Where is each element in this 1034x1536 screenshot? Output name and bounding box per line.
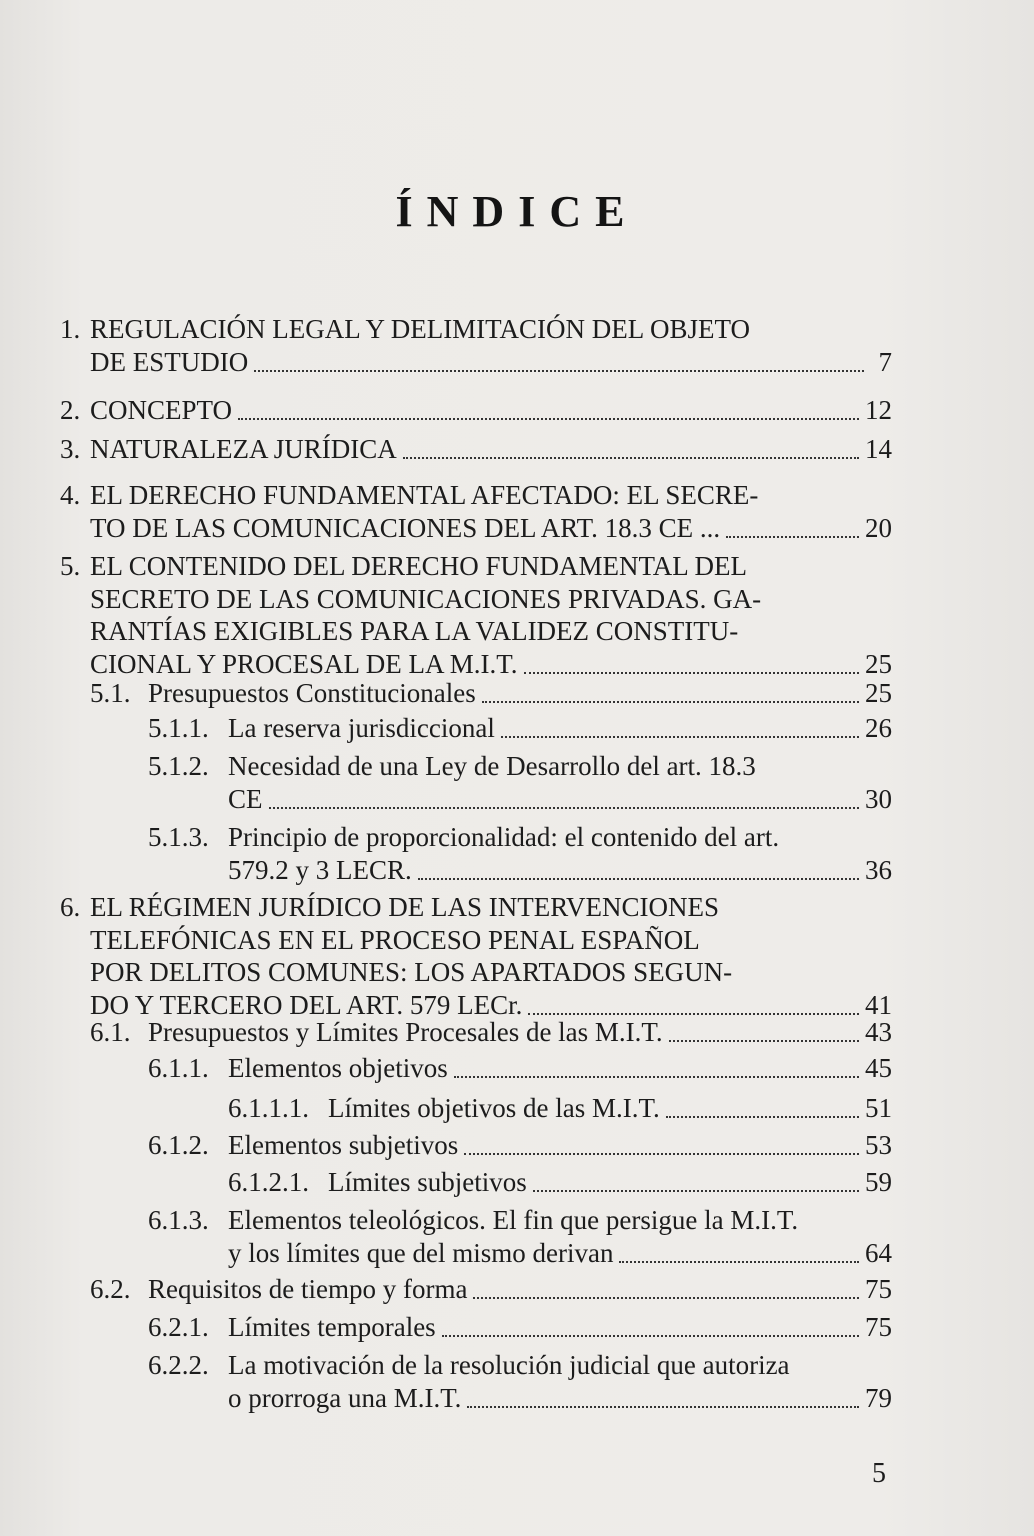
toc-entry-continuation [148, 1349, 790, 1381]
toc-entry [60, 394, 892, 426]
toc-entry-number: 6.2.2. [148, 1350, 209, 1380]
toc-entry-title: Necesidad de una Ley de Desarrollo del art. 18.3 [228, 751, 756, 781]
toc-entry-continuation [90, 583, 761, 615]
toc-entry-continuation [90, 924, 700, 956]
toc-leader-dots [442, 1335, 859, 1337]
toc-entry-number: 6.1.1. [148, 1053, 209, 1083]
toc-page-number: 7 [878, 346, 892, 377]
toc-entry-number: 6.1.2. [148, 1130, 209, 1160]
toc-entry-number: 5. [60, 551, 81, 581]
toc-leader-dots [501, 736, 859, 738]
toc-entry-title: Límites subjetivos [328, 1167, 527, 1197]
toc-page-number: 75 [865, 1274, 892, 1304]
toc-entry-title: La reserva jurisdiccional [228, 713, 495, 743]
toc-page-number: 25 [865, 648, 892, 679]
toc-entry [228, 1092, 892, 1124]
toc-page-number: 59 [865, 1167, 892, 1197]
toc-leader-dots [666, 1116, 859, 1118]
toc-entry-title: Presupuestos Constitucionales [148, 678, 476, 708]
toc-page-number: 26 [865, 713, 892, 743]
toc-page-number: 51 [865, 1093, 892, 1123]
index-title: ÍNDICE [395, 187, 639, 236]
toc-entry [228, 854, 892, 886]
toc-entry-continuation [148, 750, 756, 782]
toc-entry-continuation [60, 313, 750, 345]
toc-entry [90, 1273, 892, 1305]
toc-entry [228, 1382, 892, 1414]
toc-page-number: 45 [865, 1053, 892, 1083]
toc-entry-title: Presupuestos y Límites Procesales de las M.I.T. [148, 1017, 663, 1047]
page-number: 5 [872, 1458, 886, 1489]
toc-entry-number: 6.1.3. [148, 1205, 209, 1235]
toc-entry-number: 5.1.3. [148, 822, 209, 852]
toc-entry-number: 2. [60, 395, 81, 425]
toc-entry [90, 648, 892, 680]
toc-entry-title: POR DELITOS COMUNES: LOS APARTADOS SEGUN- [90, 957, 733, 987]
toc-entry [90, 1016, 892, 1048]
toc-entry-number: 4. [60, 480, 81, 510]
toc-entry-continuation [60, 479, 759, 511]
toc-entry-number: 5.1.2. [148, 751, 209, 781]
toc-entry-number: 5.1.1. [148, 713, 209, 743]
toc-entry-continuation [148, 821, 780, 853]
toc-entry-continuation [148, 1204, 799, 1236]
toc-page-number: 12 [865, 395, 892, 425]
toc-entry [148, 1129, 892, 1161]
toc-entry [90, 677, 892, 709]
toc-page-number: 64 [865, 1237, 892, 1268]
toc-leader-dots [418, 878, 859, 880]
toc-leader-dots [403, 457, 859, 459]
toc-leader-dots [528, 1013, 859, 1015]
toc-entry-title: Elementos subjetivos [228, 1130, 459, 1160]
toc-page-number: 20 [865, 512, 892, 543]
toc-entry-title: CE [228, 783, 263, 814]
toc-entry-continuation [60, 550, 748, 582]
toc-entry-continuation [90, 615, 738, 647]
toc-entry [60, 433, 892, 465]
toc-entry-number: 6.1. [90, 1017, 131, 1047]
toc-entry-title: Requisitos de tiempo y forma [148, 1274, 468, 1304]
toc-entry [148, 1052, 892, 1084]
toc-page-number: 53 [865, 1130, 892, 1160]
toc-entry-number: 6.1.2.1. [228, 1167, 309, 1197]
toc-entry-number: 6.2. [90, 1274, 131, 1304]
toc-page-number: 36 [865, 854, 892, 885]
toc-leader-dots [482, 701, 859, 703]
toc-entry-continuation [90, 956, 732, 988]
toc-entry-title: RANTÍAS EXIGIBLES PARA LA VALIDEZ CONSTITU- [90, 616, 739, 646]
toc-page-number: 25 [865, 678, 892, 708]
toc-entry-title: DE ESTUDIO [90, 346, 249, 377]
toc-entry-title: EL DERECHO FUNDAMENTAL AFECTADO: EL SECRE- [90, 480, 759, 510]
toc-entry [148, 712, 892, 744]
toc-leader-dots [269, 807, 859, 809]
toc-entry-number: 6.2.1. [148, 1312, 209, 1342]
toc-entry-title: Elementos teleológicos. El fin que persigue la M.I.T. [228, 1205, 799, 1235]
toc-leader-dots [533, 1190, 859, 1192]
toc-leader-dots [464, 1153, 859, 1155]
toc-leader-dots [473, 1297, 859, 1299]
toc-entry-title: Principio de proporcionalidad: el contenido del art. [228, 822, 780, 852]
toc-entry [228, 1237, 892, 1269]
toc-entry [148, 1311, 892, 1343]
toc-entry-title: Elementos objetivos [228, 1053, 448, 1083]
toc-entry-title: TO DE LAS COMUNICACIONES DEL ART. 18.3 CE ... [90, 512, 721, 543]
toc-entry-number: 1. [60, 314, 81, 344]
toc-entry-number: 6.1.1.1. [228, 1093, 309, 1123]
toc-entry [228, 783, 892, 815]
toc-leader-dots [254, 370, 864, 372]
toc-entry-continuation [60, 891, 720, 923]
toc-page-number: 43 [865, 1017, 892, 1047]
toc-entry-number: 3. [60, 434, 81, 464]
toc-leader-dots [454, 1076, 859, 1078]
toc-page-number: 30 [865, 783, 892, 814]
toc-leader-dots [524, 672, 860, 674]
toc-entry [90, 512, 892, 544]
toc-entry-title: CONCEPTO [90, 395, 233, 425]
toc-entry-title: La motivación de la resolución judicial que autoriza [228, 1350, 790, 1380]
toc-entry-title: SECRETO DE LAS COMUNICACIONES PRIVADAS. GA- [90, 583, 762, 614]
toc-entry-title: y los límites que del mismo derivan [228, 1237, 614, 1268]
toc-entry-title: REGULACIÓN LEGAL Y DELIMITACIÓN DEL OBJETO [90, 314, 750, 344]
toc-entry [90, 346, 892, 378]
toc-entry-title: EL RÉGIMEN JURÍDICO DE LAS INTERVENCIONES [90, 892, 720, 922]
toc-entry-number: 6. [60, 892, 81, 922]
toc-entry-title: NATURALEZA JURÍDICA [90, 434, 397, 464]
toc-entry-title: o prorroga una M.I.T. [228, 1382, 462, 1413]
toc-entry-title: TELEFÓNICAS EN EL PROCESO PENAL ESPAÑOL [90, 924, 700, 955]
toc-entry-number: 5.1. [90, 678, 131, 708]
toc-entry-title: DO Y TERCERO DEL ART. 579 LECr. [90, 989, 523, 1020]
toc-page-number: 75 [865, 1312, 892, 1342]
toc-entry-title: Límites objetivos de las M.I.T. [328, 1093, 660, 1123]
toc-leader-dots [726, 536, 859, 538]
toc-page-number: 14 [865, 434, 892, 464]
toc-page-number: 79 [865, 1382, 892, 1413]
toc-page-number: 41 [865, 989, 892, 1020]
toc-entry-title: EL CONTENIDO DEL DERECHO FUNDAMENTAL DEL [90, 551, 748, 581]
toc-leader-dots [619, 1261, 859, 1263]
toc-leader-dots [467, 1406, 859, 1408]
toc-leader-dots [669, 1040, 859, 1042]
toc-entry-title: CIONAL Y PROCESAL DE LA M.I.T. [90, 648, 518, 679]
toc-leader-dots [238, 418, 859, 420]
toc-entry-title: 579.2 y 3 LECR. [228, 854, 412, 885]
toc-entry-title: Límites temporales [228, 1312, 436, 1342]
toc-entry [228, 1166, 892, 1198]
